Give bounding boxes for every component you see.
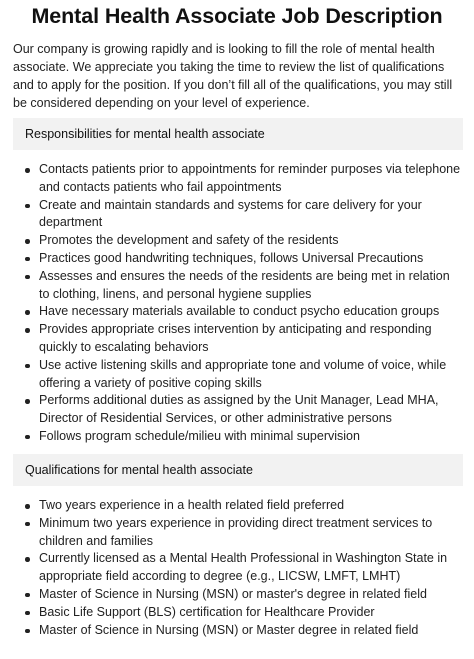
list-item: Two years experience in a health related field preferred bbox=[13, 497, 463, 515]
list-item: Master of Science in Nursing (MSN) or Master degree in related field bbox=[13, 622, 463, 640]
list-item: Assesses and ensures the needs of the residents are being met in relation to clothing, linens, and personal hygiene supplies bbox=[13, 268, 463, 304]
list-item: Have necessary materials available to conduct psycho education groups bbox=[13, 303, 463, 321]
list-item: Use active listening skills and appropriate tone and volume of voice, while offering a variety of positive coping skills bbox=[13, 357, 463, 393]
responsibilities-header: Responsibilities for mental health associate bbox=[13, 118, 463, 150]
page-title: Mental Health Associate Job Description bbox=[31, 4, 443, 28]
list-item: Performs additional duties as assigned by the Unit Manager, Lead MHA, Director of Residential Services, or other administrative persons bbox=[13, 392, 463, 428]
list-item: Create and maintain standards and systems for care delivery for your department bbox=[13, 197, 463, 233]
list-item: Basic Life Support (BLS) certification for Healthcare Provider bbox=[13, 604, 463, 622]
list-item: Provides appropriate crises intervention by anticipating and responding quickly to escalating behaviors bbox=[13, 321, 463, 357]
list-item: Currently licensed as a Mental Health Professional in Washington State in appropriate field according to degree (e.g., LICSW, LMFT, LMHT) bbox=[13, 550, 463, 586]
list-item: Promotes the development and safety of the residents bbox=[13, 232, 463, 250]
responsibilities-list bbox=[13, 161, 463, 446]
list-item: Contacts patients prior to appointments for reminder purposes via telephone and contacts patients who fail appointments bbox=[13, 161, 463, 197]
qualifications-header: Qualifications for mental health associate bbox=[13, 454, 463, 486]
list-item: Minimum two years experience in providing direct treatment services to children and families bbox=[13, 515, 463, 551]
intro-paragraph: Our company is growing rapidly and is looking to fill the role of mental health associate. We appreciate you taking the time to review the list of qualifications and to apply for the position. If you don’t fill all of the qualifications, you may still be considered depending on your level of experience. bbox=[13, 42, 453, 110]
list-item: Follows program schedule/milieu with minimal supervision bbox=[13, 428, 463, 446]
list-item: Practices good handwriting techniques, follows Universal Precautions bbox=[13, 250, 463, 268]
list-item: Master of Science in Nursing (MSN) or master's degree in related field bbox=[13, 586, 463, 604]
qualifications-list bbox=[13, 497, 463, 639]
